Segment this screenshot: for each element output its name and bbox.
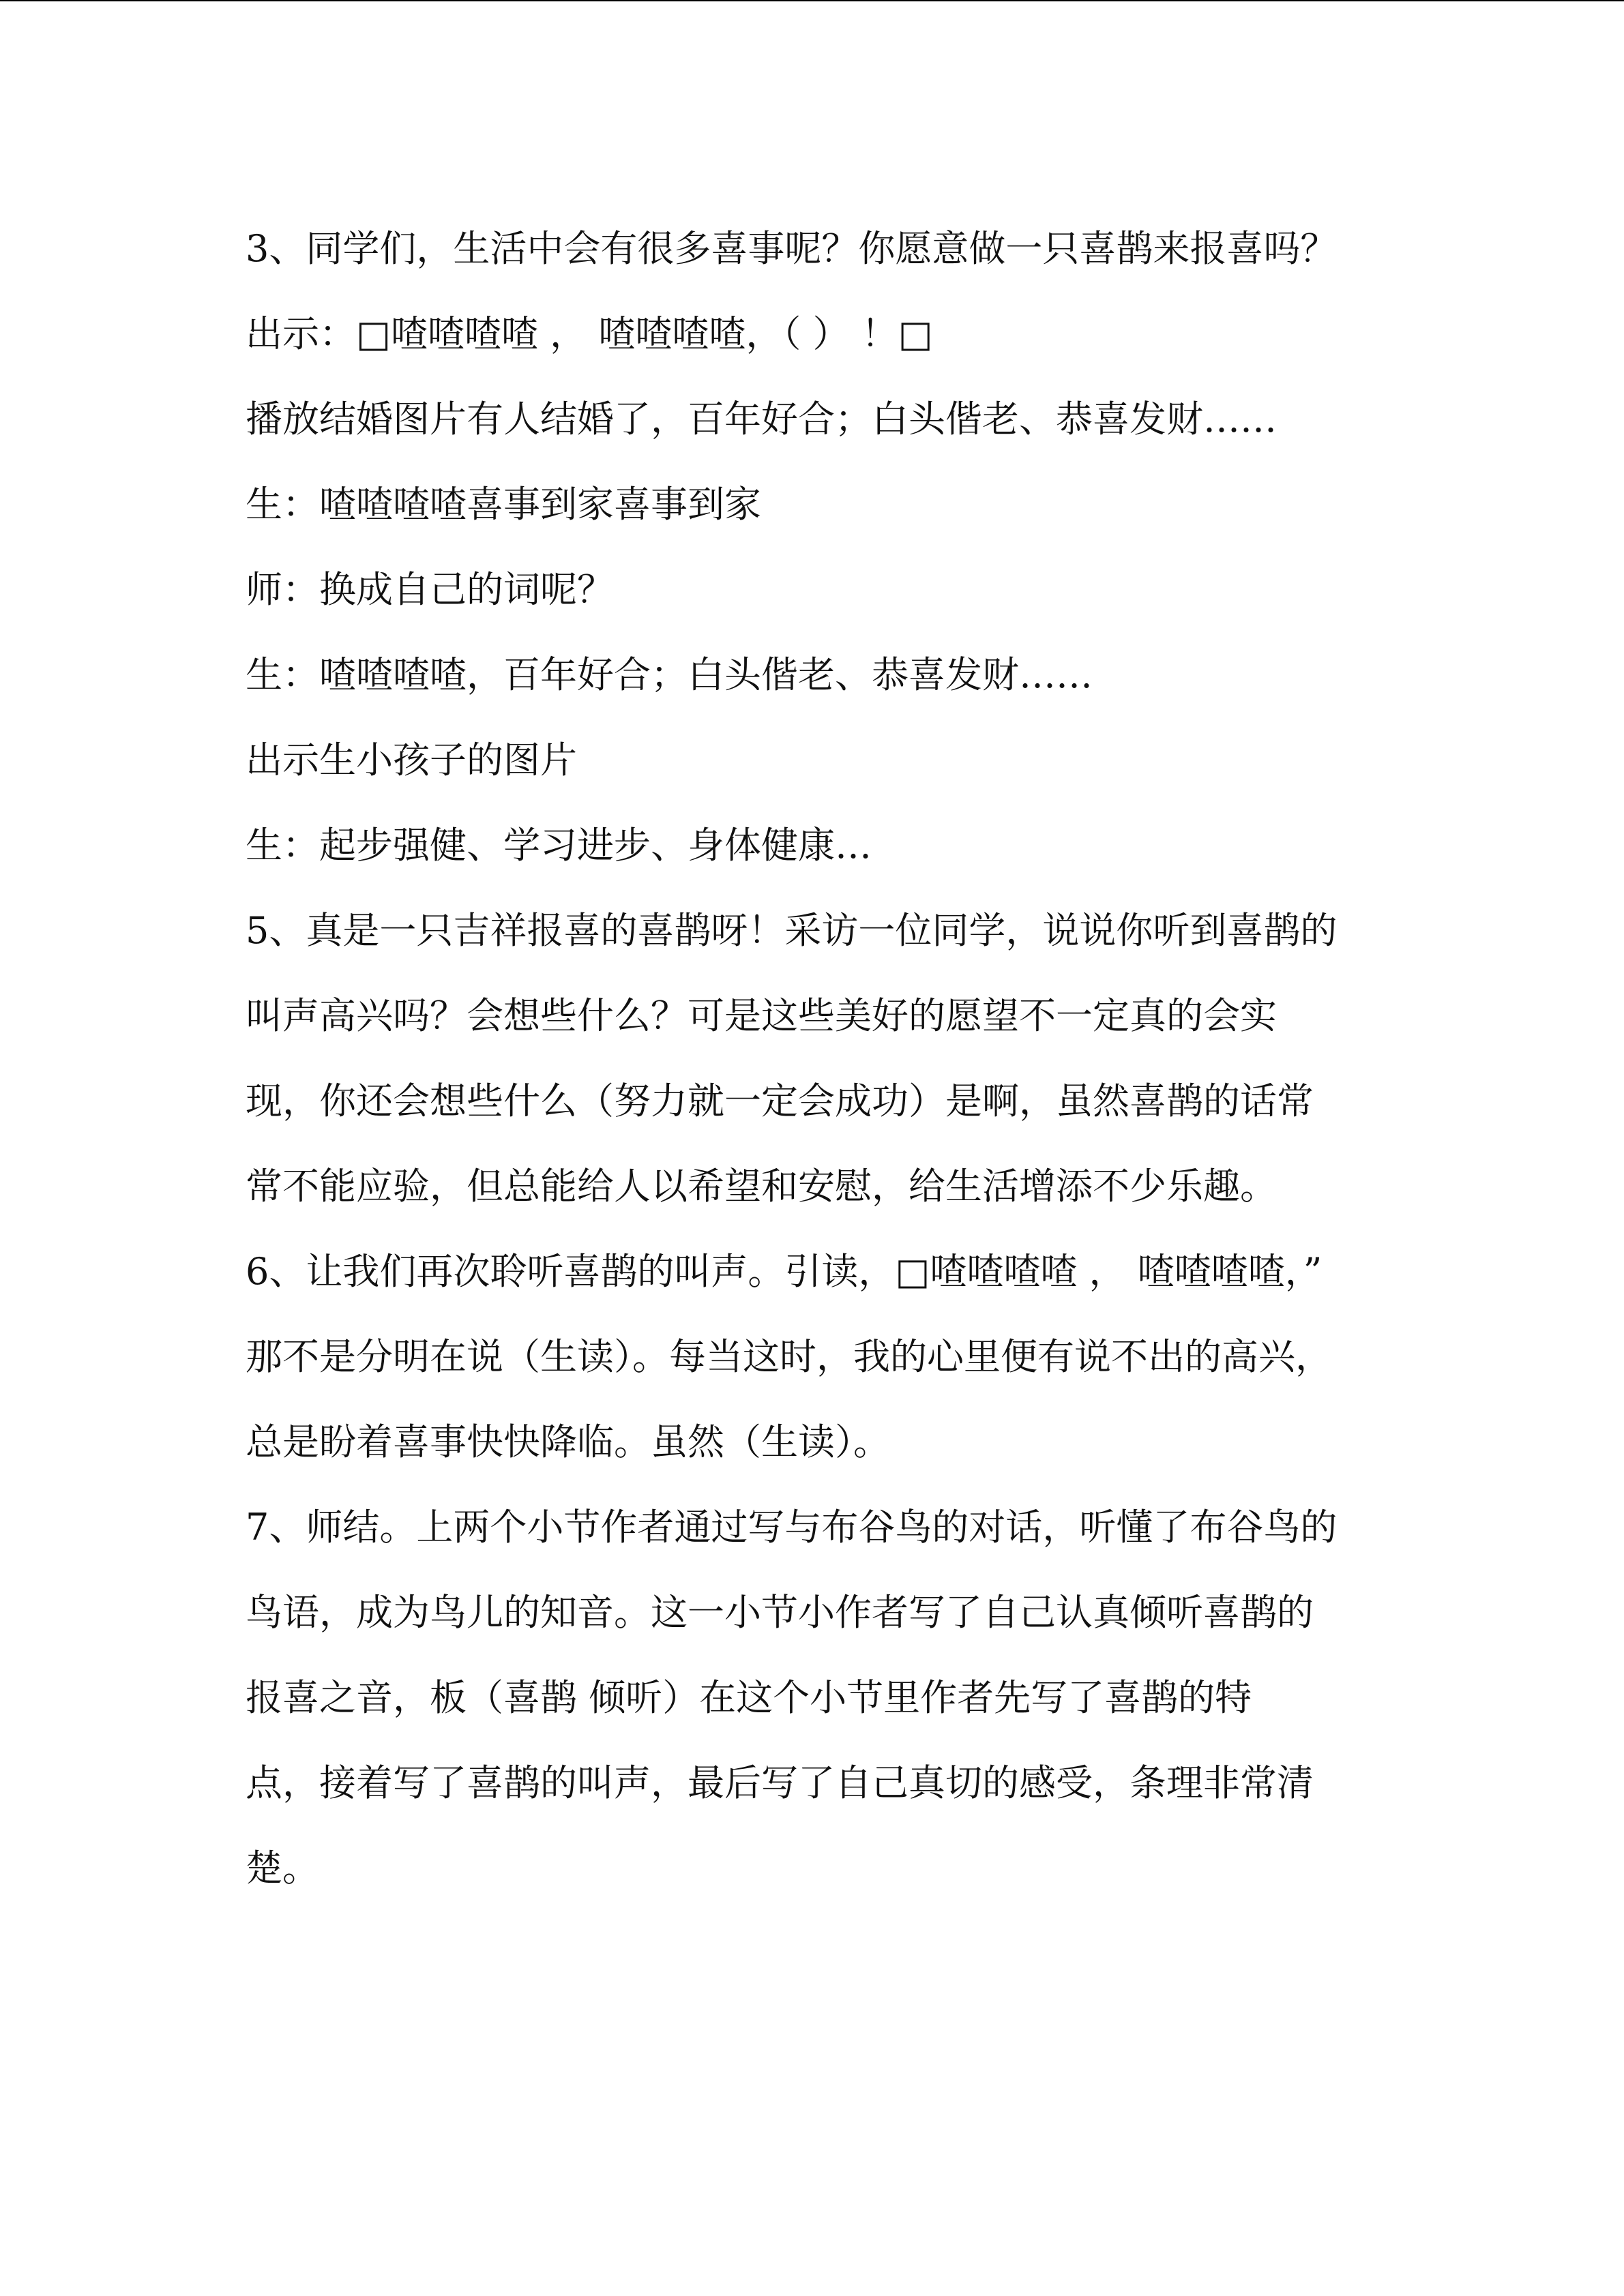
- text-line: 3、同学们，生活中会有很多喜事呢？你愿意做一只喜鹊来报喜吗？: [246, 227, 1338, 270]
- text-line: 生：起步强健、学习进步、身体健康…: [246, 824, 872, 867]
- document-body: [246, 206, 1391, 1911]
- text-line: 师：换成自己的词呢？: [246, 568, 614, 611]
- text-line: 出示：□喳喳喳喳 ， 喳喳喳喳，（ ） ！□: [246, 312, 933, 355]
- text-line: 报喜之音，板（喜鹊 倾听）在这个小节里作者先写了喜鹊的特: [246, 1676, 1252, 1719]
- text-line: 叫声高兴吗？会想些什么？可是这些美好的愿望不一定真的会实: [246, 994, 1277, 1037]
- text-line: 播放结婚图片有人结婚了，百年好合；白头偕老、恭喜发财……: [246, 398, 1277, 441]
- text-line: 总是盼着喜事快快降临。虽然（生读）。: [246, 1420, 890, 1463]
- text-line: 点，接着写了喜鹊的叫声，最后写了自己真切的感受，条理非常清: [246, 1761, 1314, 1804]
- text-line: 鸟语，成为鸟儿的知音。这一小节小作者写了自己认真倾听喜鹊的: [246, 1591, 1314, 1634]
- text-line: 那不是分明在说（生读）。每当这时，我的心里便有说不出的高兴，: [246, 1335, 1332, 1378]
- text-line: 6、让我们再次聆听喜鹊的叫声。引读，□喳喳喳喳 ， 喳喳喳喳，”: [246, 1250, 1323, 1293]
- text-line: 出示生小孩子的图片: [246, 739, 577, 781]
- text-line: 常不能应验，但总能给人以希望和安慰，给生活增添不少乐趣。: [246, 1165, 1277, 1208]
- text-line: 现，你还会想些什么（努力就一定会成功）是啊，虽然喜鹊的话常: [246, 1079, 1314, 1122]
- text-line: 7、师结。上两个小节作者通过写与布谷鸟的对话，听懂了布谷鸟的: [246, 1506, 1338, 1549]
- text-line: 生：喳喳喳喳喜事到家喜事到家: [246, 483, 761, 526]
- text-line: 楚。: [246, 1847, 319, 1890]
- text-line: 生：喳喳喳喳，百年好合；白头偕老、恭喜发财……: [246, 653, 1093, 696]
- text-line: 5、真是一只吉祥报喜的喜鹊呀！采访一位同学，说说你听到喜鹊的: [246, 909, 1338, 952]
